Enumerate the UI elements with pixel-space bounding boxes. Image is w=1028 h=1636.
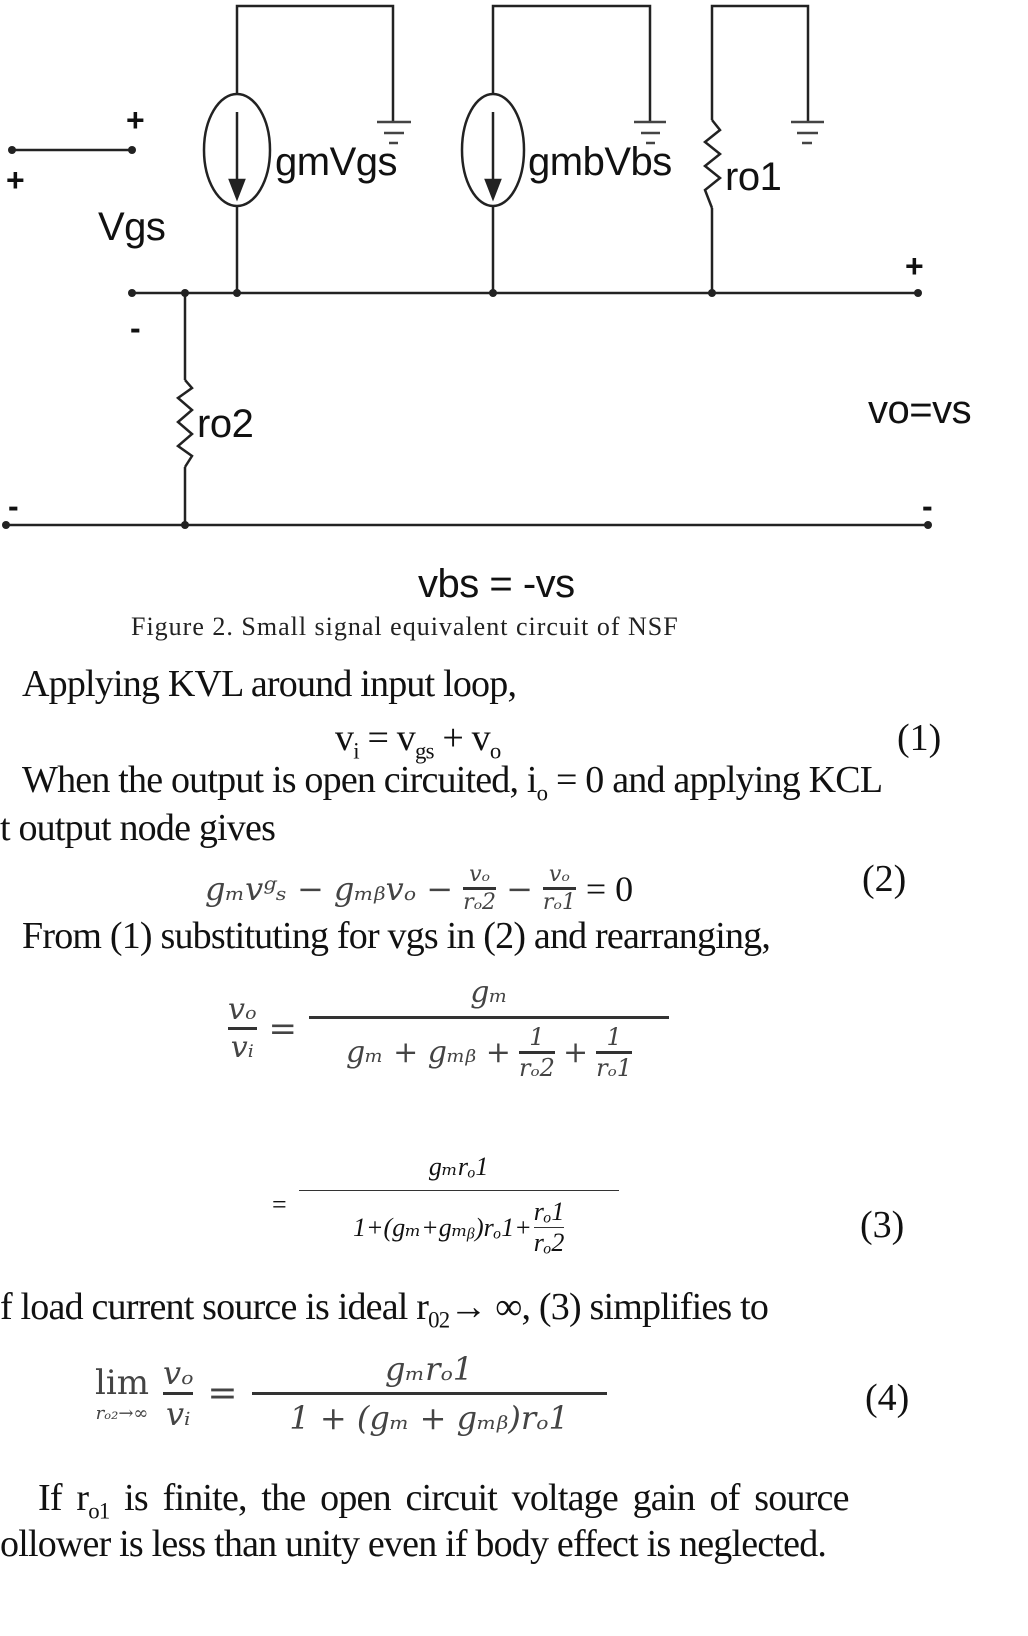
paragraph-finite-ro1 <box>38 1476 849 1525</box>
eq3b-den-a: 1+(gₘ+gₘᵦ)rₒ1+ <box>353 1212 532 1242</box>
equation-4 <box>95 1350 607 1437</box>
vgs-minus: - <box>130 310 141 346</box>
eq4-lim: lim <box>95 1363 149 1403</box>
equation-3b <box>272 1152 619 1258</box>
paragraph-ideal-source <box>0 1285 768 1334</box>
p6-text-a: If r <box>38 1477 89 1519</box>
eq3a-lhs-den: vᵢ <box>230 1030 254 1065</box>
eq1-o-sub: o <box>489 738 501 764</box>
eq3b-num: gₘrₒ1 <box>428 1152 489 1181</box>
eq3a-f2-num: 1 <box>606 1023 622 1051</box>
eq2-expr: gₘvᵍₛ − gₘᵦvₒ − <box>205 869 454 908</box>
eq3b-rhs <box>299 1152 619 1258</box>
paragraph-conclusion: ollower is less than unity even if body effect is neglected. <box>0 1523 827 1565</box>
eq4-lhs-num: vₒ <box>163 1354 194 1392</box>
eq3a-plus: + <box>562 1035 589 1070</box>
equation-3a <box>228 975 669 1082</box>
p2-text-b: = 0 and applying KCL <box>547 759 883 801</box>
eq4-limit <box>95 1363 149 1424</box>
eq2-frac-ro1 <box>543 862 576 915</box>
gm-source-label: gmVgs <box>275 140 397 184</box>
figure-caption: Figure 2. Small signal equivalent circuit of NSF <box>131 612 679 641</box>
output-plus: + <box>905 248 924 284</box>
paragraph-substituting: From (1) substituting for vgs in (2) and rearranging, <box>22 915 771 957</box>
vgs-label: Vgs <box>98 205 166 249</box>
p6-sub: o1 <box>88 1498 110 1524</box>
eq3a-den <box>346 1019 632 1082</box>
eq3a-lhs-num: vₒ <box>228 992 257 1027</box>
vo-label: vo=vs <box>868 388 972 432</box>
equation-2-number: (2) <box>862 858 907 900</box>
eq3b-den <box>353 1191 564 1258</box>
p2-sub: o <box>536 780 548 806</box>
eq4-rhs <box>252 1350 607 1437</box>
paragraph-kvl: Applying KVL around input loop, <box>22 663 517 705</box>
eq3a-num: gₘ <box>470 975 508 1010</box>
resistor-ro1-icon <box>705 120 720 208</box>
eq3b-f-den: rₒ2 <box>533 1228 565 1257</box>
input-plus-right: + <box>126 102 145 138</box>
eq3a-den-frac2 <box>596 1023 632 1082</box>
eq4-lhs-den: vᵢ <box>165 1395 191 1433</box>
eq3a-lhs <box>228 992 257 1065</box>
eq1-vgs: = v <box>358 717 415 759</box>
eq4-num: gₘrₒ1 <box>385 1350 474 1388</box>
equation-2 <box>205 862 633 915</box>
input-plus-left: + <box>6 162 25 198</box>
p5-text-a: f load current source is ideal r <box>0 1286 429 1328</box>
node-dot-icon <box>2 146 932 529</box>
p5-text-b: → ∞, (3) simplifies to <box>449 1286 769 1328</box>
eq1-lhs: v <box>335 717 354 759</box>
eq3b-den-frac <box>534 1197 565 1258</box>
vbs-label: vbs = -vs <box>418 562 575 606</box>
eq2-minus: − <box>506 869 533 908</box>
p5-sub: 02 <box>428 1307 450 1333</box>
eq4-lim-sub: rₒ₂→∞ <box>95 1403 149 1424</box>
eq4-den: 1 + (gₘ + gₘᵦ)rₒ1 <box>289 1399 569 1437</box>
eq3a-f1-num: 1 <box>529 1023 545 1051</box>
eq1-lhs-sub: i <box>353 738 359 764</box>
eq2-frac2-num: vₒ <box>548 862 570 887</box>
equation-3-number: (3) <box>860 1204 905 1246</box>
circuit-diagram <box>0 0 1028 600</box>
eq2-rhs: = 0 <box>585 868 634 909</box>
eq2-frac1-den: rₒ2 <box>463 890 497 915</box>
current-source-gmb-icon <box>462 94 524 206</box>
bottom-right-minus: - <box>922 488 933 524</box>
paragraph-output-node: t output node gives <box>0 807 276 849</box>
p2-text-a: When the output is open circuited, i <box>22 759 537 801</box>
eq3a-f1-den: rₒ2 <box>518 1054 555 1082</box>
bottom-left-minus: - <box>8 488 19 524</box>
paragraph-open-circuit <box>22 758 882 807</box>
p6-text-b: is finite, the open circuit voltage gain of source <box>109 1477 849 1519</box>
resistor-ro2-icon <box>178 380 192 467</box>
eq3a-den-a: gₘ + gₘᵦ + <box>345 1035 511 1070</box>
eq3a-rhs <box>309 975 669 1082</box>
equation-4-number: (4) <box>865 1377 910 1419</box>
gmb-source-label: gmbVbs <box>528 140 672 184</box>
eq3b-f-num: rₒ1 <box>533 1197 565 1226</box>
current-source-gm-icon <box>204 94 270 206</box>
eq2-frac-ro2 <box>463 862 496 915</box>
eq3a-f2-den: rₒ1 <box>596 1054 633 1082</box>
ro1-label: ro1 <box>725 155 782 199</box>
circuit-figure <box>0 0 1028 606</box>
eq2-frac2-den: rₒ1 <box>542 890 576 915</box>
eq3b-equals: = <box>272 1190 287 1219</box>
eq2-frac1-num: vₒ <box>469 862 491 887</box>
eq1-gs-sub: gs <box>414 738 434 764</box>
eq4-lhs <box>163 1354 193 1433</box>
eq1-vo: + v <box>433 717 490 759</box>
ro2-label: ro2 <box>197 402 254 446</box>
eq3a-den-frac1 <box>519 1023 555 1082</box>
equation-1-number: (1) <box>897 717 942 759</box>
eq3a-equals: = <box>268 1008 298 1049</box>
eq4-equals: = <box>207 1373 238 1414</box>
